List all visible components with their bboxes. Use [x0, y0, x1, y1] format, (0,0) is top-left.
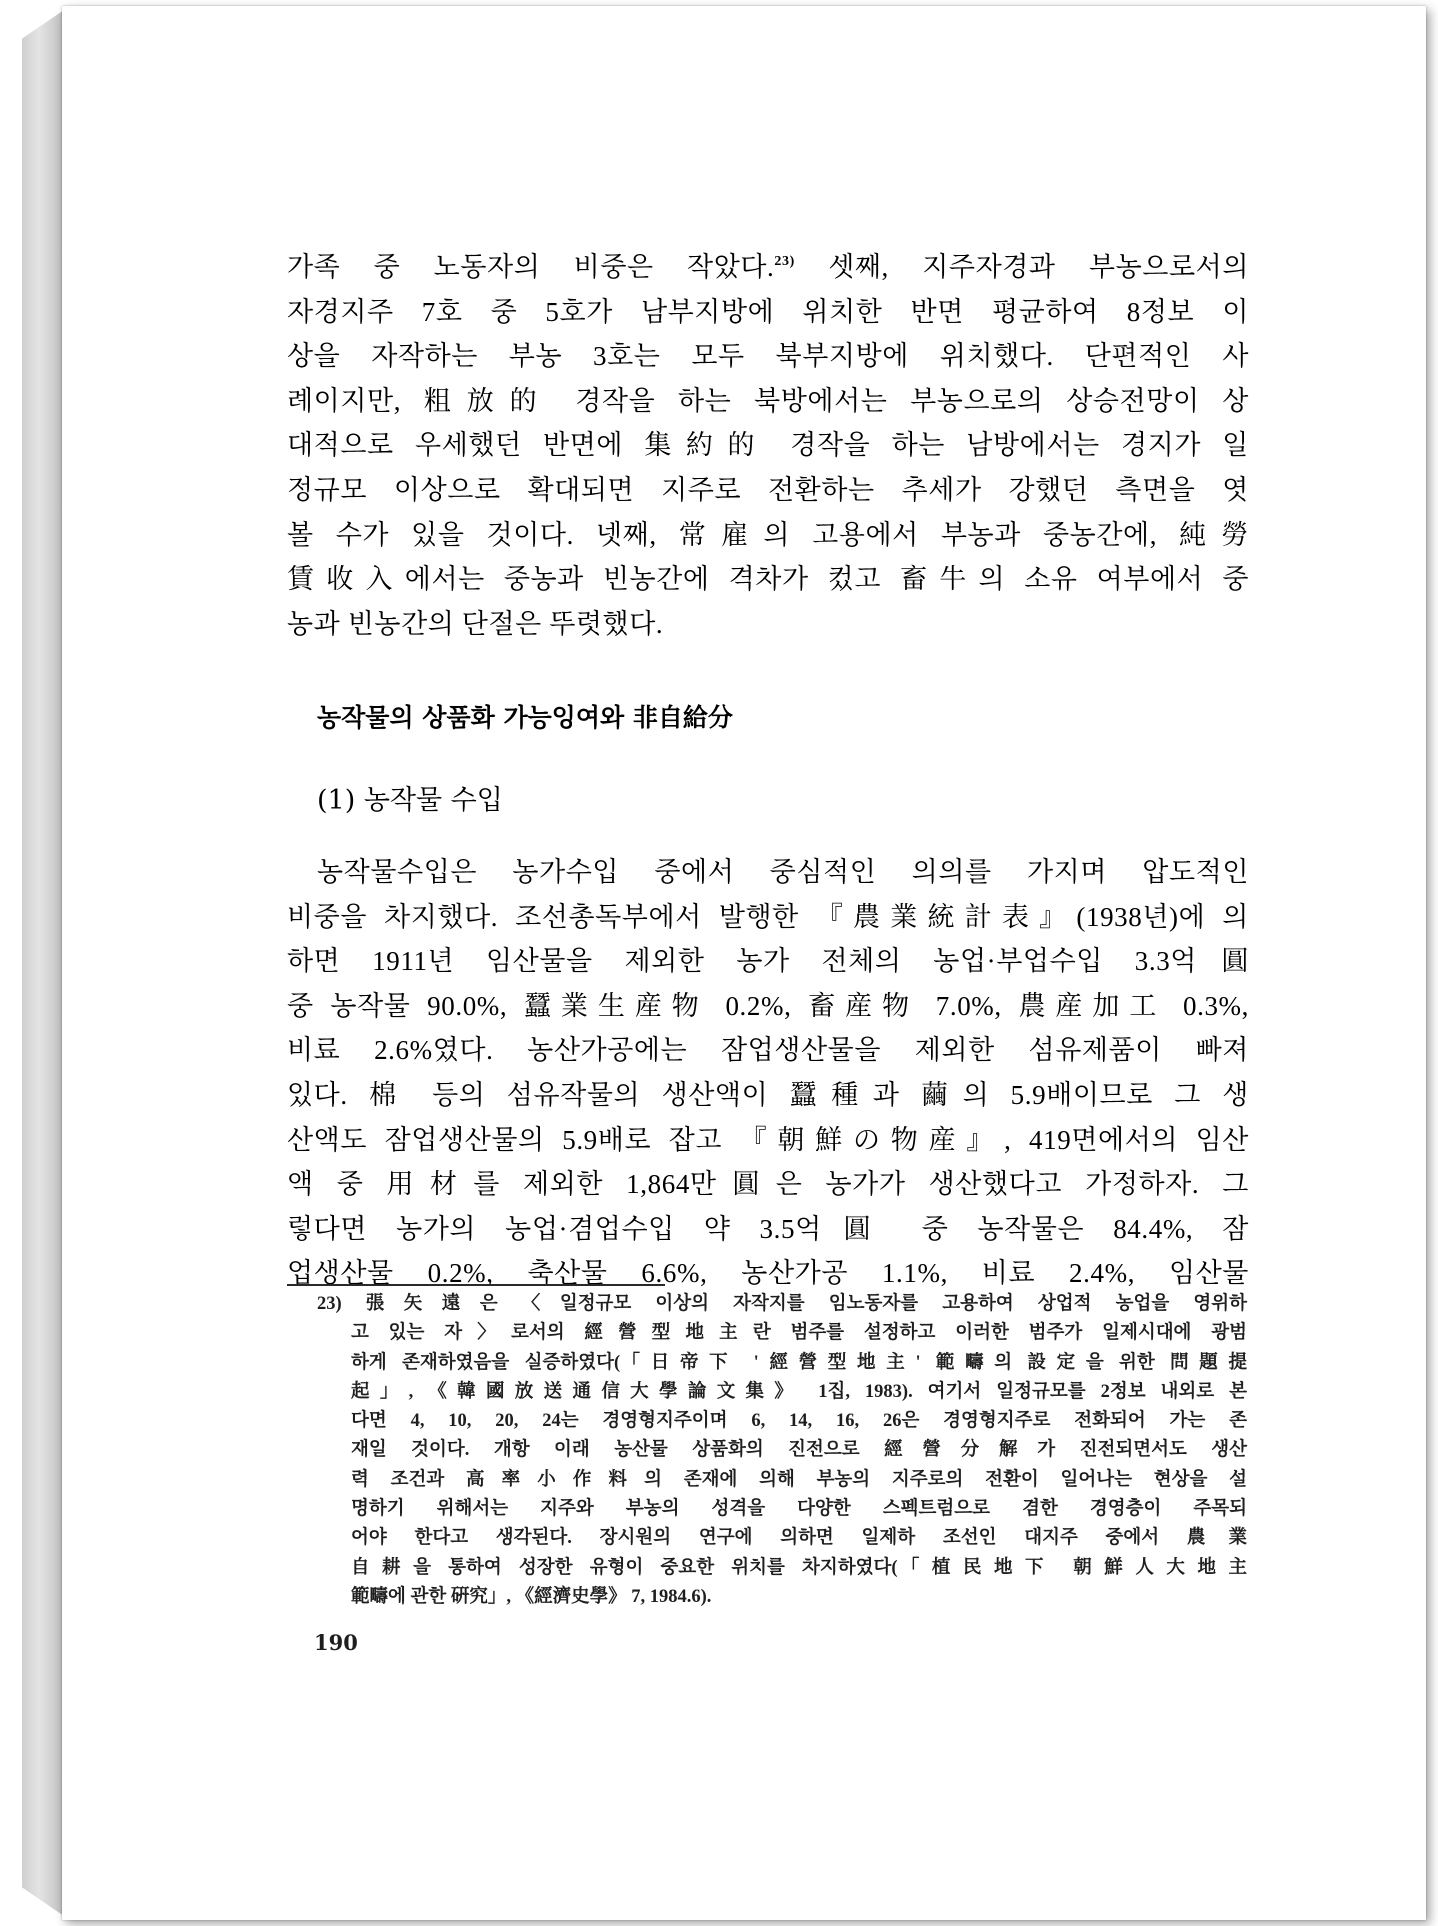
- page-number: 190: [314, 1630, 358, 1655]
- footnote-23: [317, 1290, 1247, 1612]
- paragraph-1: [287, 240, 1249, 646]
- text-line: 볼 수가 있을 것이다. 넷째, 常雇의 고용에서 부농과 중농간에, 純勞: [287, 519, 1249, 550]
- footnote-reference[interactable]: 23): [774, 254, 795, 269]
- footnote-line: 23) 張矢遠은 〈일정규모 이상의 자작지를 임노동자를 고용하여 상업적 농업을 영위하: [317, 1294, 1247, 1314]
- text-line: 대적으로 우세했던 반면에 集約的 경작을 하는 남방에서는 경지가 일: [287, 430, 1249, 461]
- footnote-line: 自耕을 통하여 성장한 유형이 중요한 위치를 차지하였다(「植民地下 朝鮮人大地主: [351, 1557, 1247, 1578]
- footnote-line: 고 있는 자〉로서의 經營型地主란 범주를 설정하고 이러한 범주가 일제시대에 광범: [351, 1323, 1247, 1344]
- text-line: 정규모 이상으로 확대되면 지주로 전환하는 추세가 강했던 측면을 엿: [287, 474, 1249, 505]
- text-line: 비중을 차지했다. 조선총독부에서 발행한 『農業統計表』(1938년)에 의: [287, 901, 1249, 932]
- text-line: 비료 2.6%였다. 농산가공에는 잠업생산물을 제외한 섬유제품이 빠져: [287, 1035, 1249, 1066]
- text-line: 賃收入에서는 중농과 빈농간에 격차가 컸고 畜牛의 소유 여부에서 중: [287, 564, 1249, 595]
- text-line: 농작물수입은 농가수입 중에서 중심적인 의의를 가지며 압도적인: [317, 857, 1249, 887]
- footnote-line: 起」, 《韓國放送通信大學論文集》 1집, 1983). 여기서 일정규모를 2정보 내외로 본: [351, 1381, 1247, 1402]
- sub-heading: (1) 농작물 수입: [317, 785, 503, 816]
- footnote-line: 어야 한다고 생각된다. 장시원의 연구에 의하면 일제하 조선인 대지주 중에서 農業: [351, 1528, 1247, 1549]
- section-heading: 농작물의 상품화 가능잉여와 非自給分: [317, 703, 733, 732]
- footnote-line: 範疇에 관한 硏究」, 《經濟史學》 7, 1984.6).: [351, 1586, 712, 1607]
- text-line: 자경지주 7호 중 5호가 남부지방에 위치한 반면 평균하여 8정보 이: [287, 296, 1249, 327]
- text-line: 가족 중 노동자의 비중은 작았다.$^{23)}$ 셋째, 지주자경과 부농으로서의: [287, 252, 1250, 282]
- footnote-line: 명하기 위해서는 지주와 부농의 성격을 다양한 스펙트럼으로 겸한 경영층이 주목되: [351, 1499, 1247, 1520]
- footnote-line: 하게 존재하였음을 실증하였다(「日帝下 '經營型地主' 範疇의 設定을 위한 問題提: [351, 1352, 1247, 1373]
- text-line: 렇다면 농가의 농업·겸업수입 약 3.5억圓 중 농작물은 84.4%, 잠: [287, 1213, 1249, 1244]
- text-line: 액 중 用材를 제외한 1,864만圓은 농가가 생산했다고 가정하자. 그: [287, 1169, 1249, 1200]
- text-line: 상을 자작하는 부농 3호는 모두 북부지방에 위치했다. 단편적인 사: [287, 341, 1249, 372]
- text-line: 있다. 棉 등의 섬유작물의 생산액이 蠶種과 繭의 5.9배이므로 그 생: [287, 1079, 1249, 1110]
- footnote-line: 다면 4, 10, 20, 24는 경영형지주이며 6, 14, 16, 26은 경영형지주로 전화되어 가는 존: [351, 1411, 1247, 1432]
- footnote-line: 력 조건과 高率小作料의 존재에 의해 부농의 지주로의 전환이 일어나는 현상을 설: [351, 1469, 1247, 1490]
- text-line: 중 농작물 90.0%, 蠶業生産物 0.2%, 畜産物 7.0%, 農産加工 0.3%,: [287, 990, 1249, 1021]
- text-line: 례이지만, 粗放的 경작을 하는 북방에서는 부농으로의 상승전망이 상: [287, 385, 1249, 416]
- paragraph-2: [287, 850, 1249, 1296]
- footnote-divider: [287, 1284, 665, 1286]
- text-line: 산액도 잠업생산물의 5.9배로 잡고 『朝鮮の物産』, 419면에서의 임산: [287, 1124, 1249, 1155]
- page-stack-edge: [22, 10, 64, 1916]
- text-line: 하면 1911년 임산물을 제외한 농가 전체의 농업·부업수입 3.3억圓: [287, 946, 1249, 977]
- text-line: 농과 빈농간의 단절은 뚜렷했다.: [287, 608, 664, 639]
- text-line: 업생산물 0.2%, 축산물 6.6%, 농산가공 1.1%, 비료 2.4%, 임산물: [287, 1258, 1249, 1289]
- footnote-line: 재일 것이다. 개항 이래 농산물 상품화의 진전으로 經營分解가 진전되면서도 생산: [351, 1440, 1247, 1461]
